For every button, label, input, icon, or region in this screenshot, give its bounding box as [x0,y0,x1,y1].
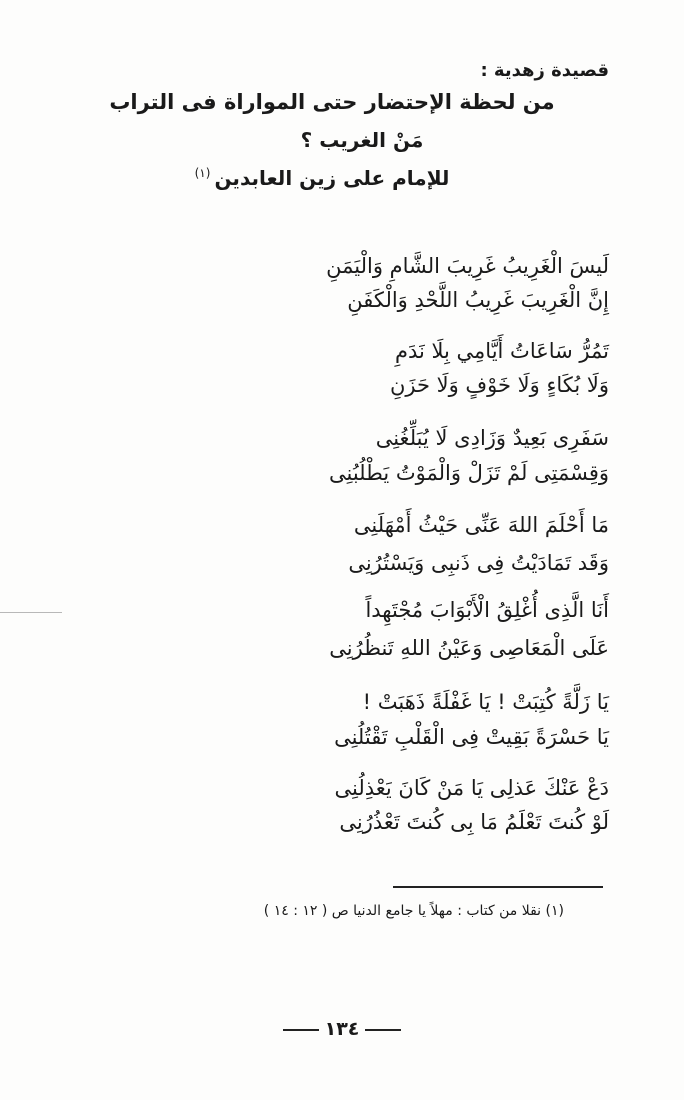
verse-1-second: إِنَّ الْغَرِيبَ غَرِيبُ اللَّحْدِ وَالْكَفَنِ [347,288,609,312]
poem-author-line [0,166,684,190]
verse-1-first: لَيسَ الْغَرِيبُ غَرِيبَ الشَّامِ وَالْيَمَنِ [326,254,609,278]
verse-2-second: وَلَا بُكَاءٍ وَلَا خَوْفٍ وَلَا حَزَنِ [389,373,609,397]
verse-4-second: وَقَد تَمَادَيْتُ فِى ذَنبِى وَيَسْتُرُنِى [348,551,609,575]
margin-rule [0,612,62,613]
page-number: ١٣٤ [324,1018,360,1040]
footnote-marker: (١) [194,166,211,181]
verse-5-first: أَنَا الَّذِى أُغْلِقُ الْأَبْوَابَ مُجْتَهِداً [365,598,609,622]
verse-2-first: تَمُرُّ سَاعَاتُ أَيَّامِي بِلَا نَدَمِ [394,339,609,363]
poem-author-text: للإمام على زين العابدين [214,166,450,190]
page-number-dash-right [365,1029,401,1031]
verse-7-second: لَوْ كُنتَ تَعْلَمُ مَا بِى كُنتَ تَعْذُرُنِى [339,810,609,834]
footnote-rule [393,886,603,888]
footnote-text: (١) نقلا من كتاب : مهلاً يا جامع الدنيا ص ( ١٢ : ١٤ ) [263,903,564,919]
page-number-dash-left [283,1029,319,1031]
poem-category-label: قصيدة زهدية : [480,60,609,81]
verse-3-second: وَقِسْمَتِى لَمْ تَزَلْ وَالْمَوْتُ يَطْلُبُنِى [329,461,609,485]
poem-title-line-1: من لحظة الإحتضار حتى المواراة فى التراب [109,90,555,114]
verse-6-second: يَا حَسْرَةً بَقِيتْ فِى الْقَلْبِ تَقْتُلُنِى [334,725,609,749]
verse-5-second: عَلَى الْمَعَاصِى وَعَيْنُ اللهِ تَنظُرُنِى [329,636,609,660]
verse-7-first: دَعْ عَنْكَ عَذلِى يَا مَنْ كَانَ يَعْذِلُنِى [334,776,609,800]
poem-title-line-2: مَنْ الغريب ؟ [300,128,424,152]
verse-6-first: يَا زَلَّةً كُتِبَتْ ! يَا غَفْلَةً ذَهَبَتْ ! [362,690,609,714]
page-number-row [0,1018,684,1040]
verse-3-first: سَفَرِى بَعِيدٌ وَزَادِى لَا يُبَلِّغُنِى [375,426,609,450]
verse-4-first: مَا أَحْلَمَ اللهَ عَنِّى حَيْثُ أَمْهَلَنِى [353,513,609,537]
